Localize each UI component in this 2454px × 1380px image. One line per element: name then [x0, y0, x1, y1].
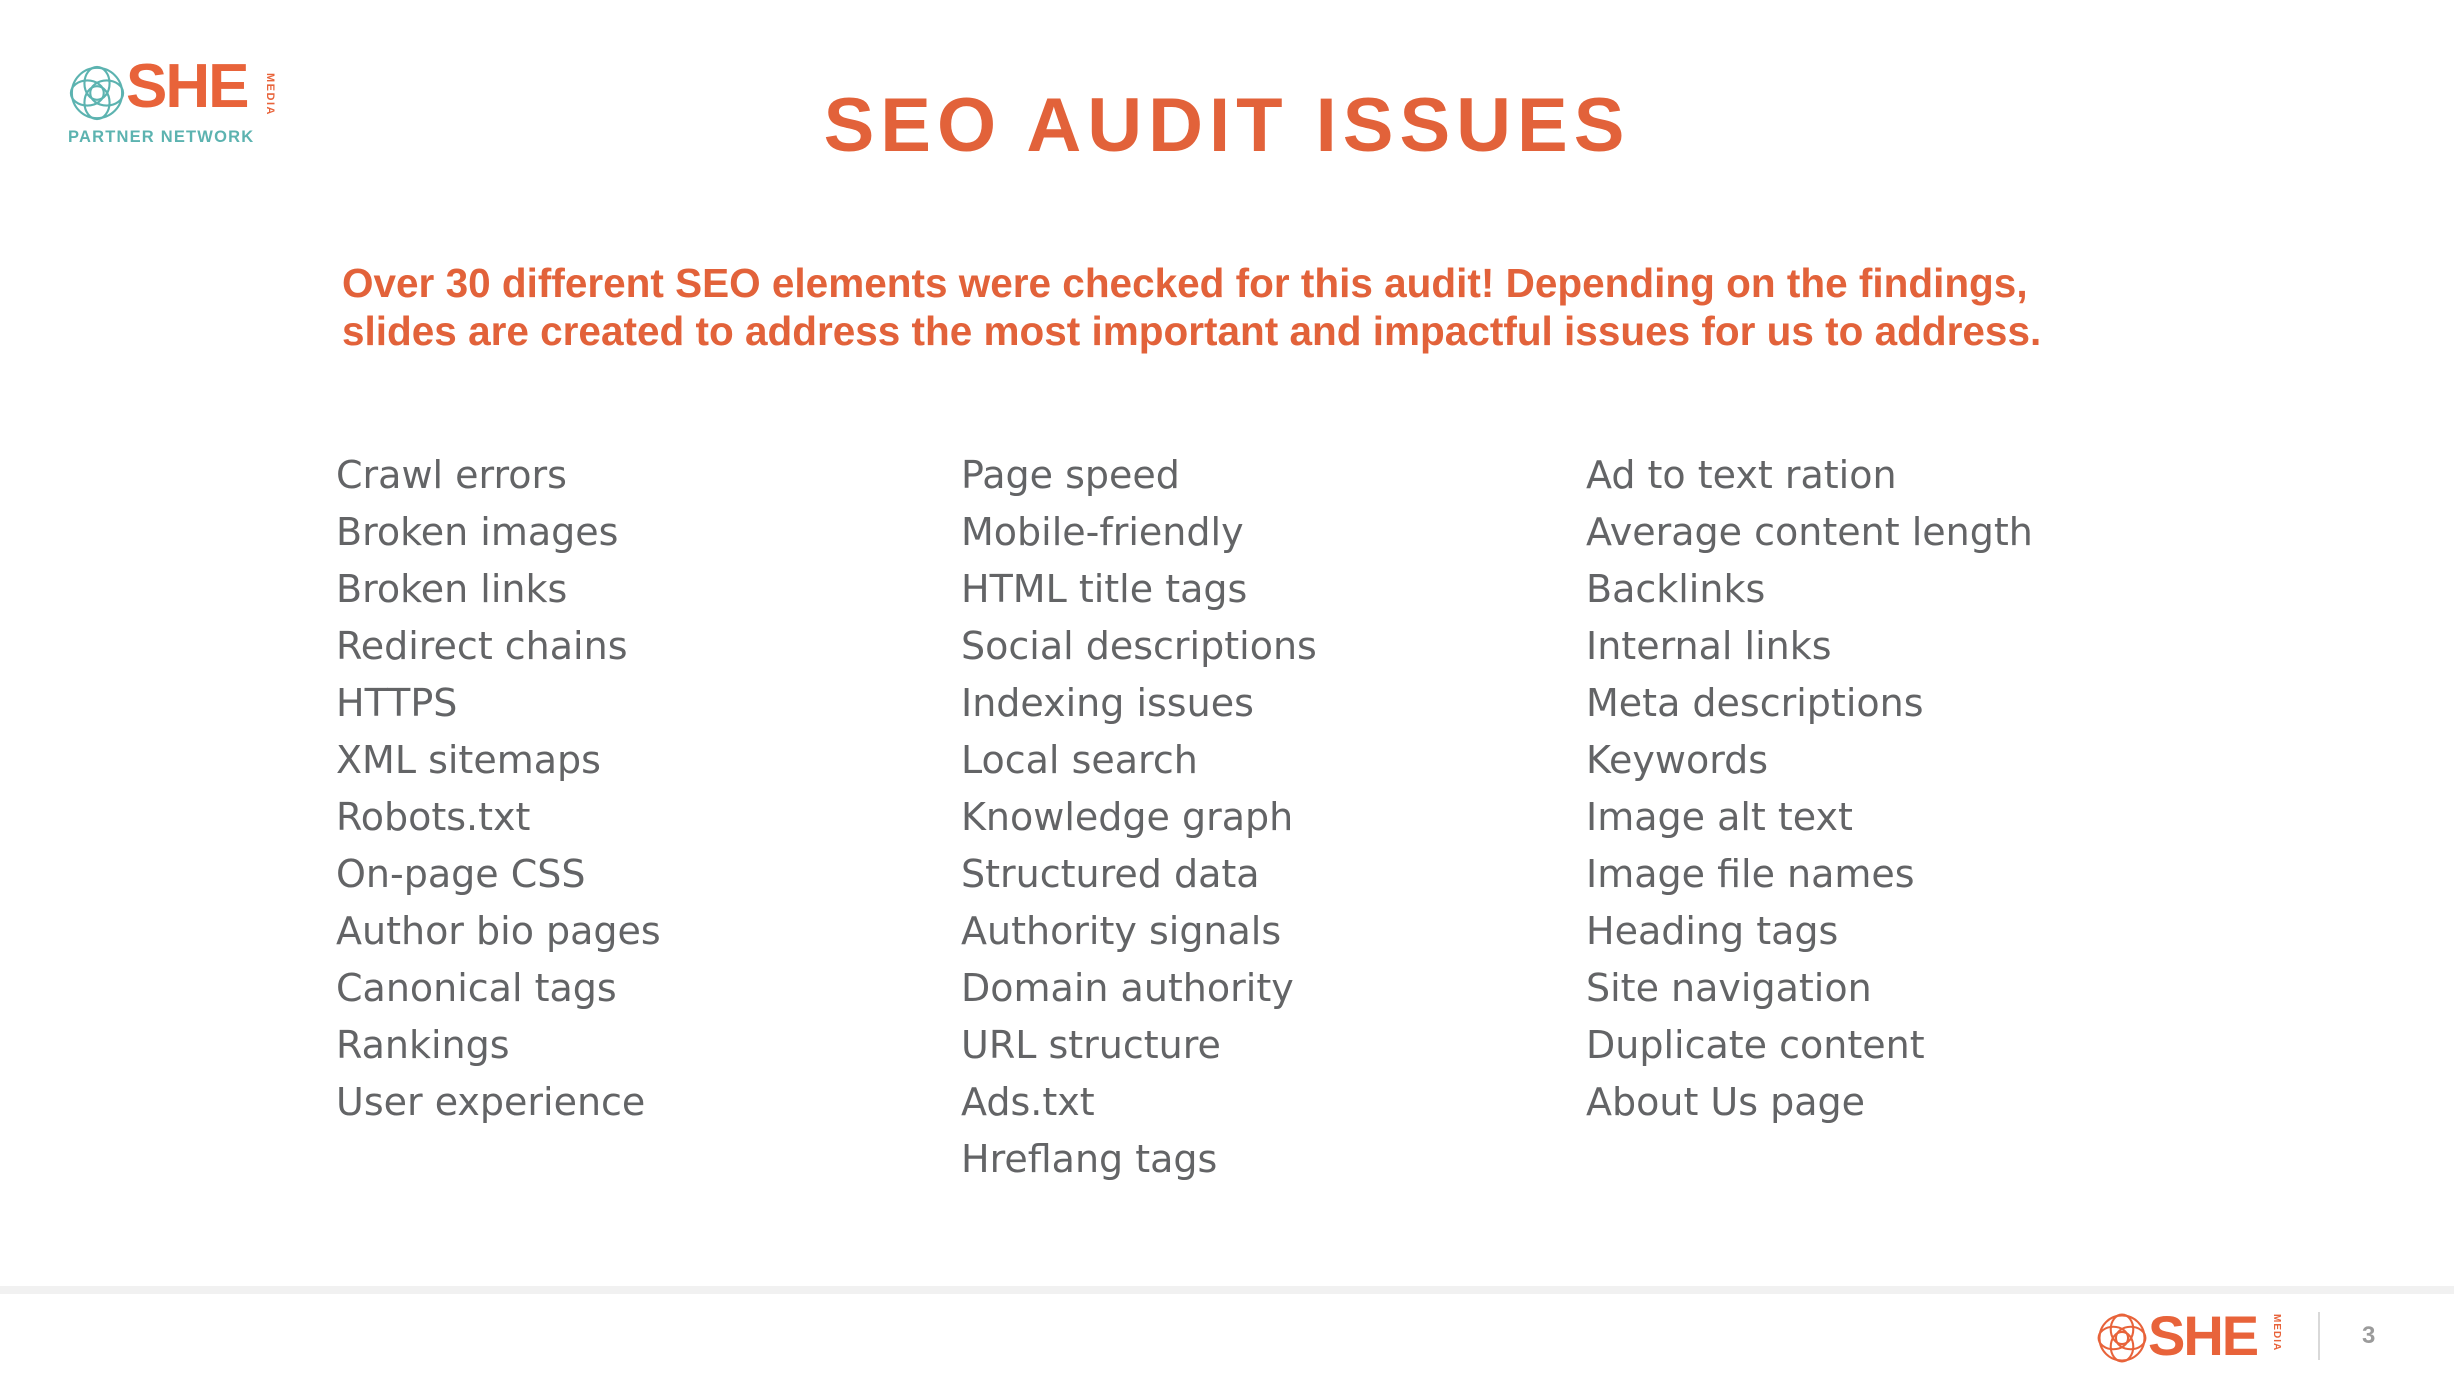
- list-item: Canonical tags: [336, 966, 617, 1010]
- list-item: Image alt text: [1586, 795, 1853, 839]
- issues-column-1: [336, 447, 661, 1131]
- list-item: Meta descriptions: [1586, 681, 1924, 725]
- list-item: Authority signals: [961, 909, 1282, 953]
- list-item: About Us page: [1586, 1080, 1866, 1124]
- page-number: 3: [2362, 1322, 2376, 1349]
- list-item: Redirect chains: [336, 624, 628, 668]
- list-item: On-page CSS: [336, 852, 586, 896]
- list-item: Robots.txt: [336, 795, 531, 839]
- list-item: Knowledge graph: [961, 795, 1294, 839]
- she-media-footer-logo: [2096, 1304, 2296, 1367]
- list-item: Rankings: [336, 1023, 510, 1067]
- page-number-divider: [2318, 1312, 2320, 1360]
- intro-text: [342, 259, 2242, 355]
- list-item: Ad to text ration: [1586, 453, 1897, 497]
- list-item: Average content length: [1586, 510, 2033, 554]
- list-item: XML sitemaps: [336, 738, 601, 782]
- list-item: Ads.txt: [961, 1080, 1095, 1124]
- list-item: Backlinks: [1586, 567, 1766, 611]
- list-item: Domain authority: [961, 966, 1294, 1010]
- logo-brand-text: SHE: [126, 52, 248, 121]
- footer-logo-brand-text: SHE: [2148, 1304, 2258, 1367]
- list-item: User experience: [336, 1080, 646, 1124]
- list-item: Site navigation: [1586, 966, 1872, 1010]
- list-item: Broken links: [336, 567, 568, 611]
- list-item: Duplicate content: [1586, 1023, 1925, 1067]
- list-item: Author bio pages: [336, 909, 661, 953]
- list-item: HTTPS: [336, 681, 458, 725]
- list-item: Local search: [961, 738, 1198, 782]
- list-item: Crawl errors: [336, 453, 567, 497]
- logo-media-text: MEDIA: [264, 72, 276, 116]
- list-item: HTML title tags: [961, 567, 1248, 611]
- list-item: Internal links: [1586, 624, 1832, 668]
- footer-divider: [0, 1286, 2454, 1294]
- list-item: Indexing issues: [961, 681, 1254, 725]
- list-item: Social descriptions: [961, 624, 1317, 668]
- list-item: Structured data: [961, 852, 1260, 896]
- issues-column-3: [1586, 447, 2033, 1131]
- issues-column-2: [961, 447, 1317, 1188]
- list-item: Mobile-friendly: [961, 510, 1244, 554]
- slide-title: SEO AUDIT ISSUES: [823, 83, 1631, 168]
- list-item: Heading tags: [1586, 909, 1839, 953]
- intro-line-2: slides are created to address the most important and impactful issues for us to address.: [342, 308, 2042, 354]
- footer-logo-media-text: MEDIA: [2271, 1314, 2282, 1352]
- she-flower-icon: [2096, 1312, 2148, 1364]
- list-item: Image file names: [1586, 852, 1915, 896]
- list-item: Keywords: [1586, 738, 1769, 782]
- logo-tagline: PARTNER NETWORK: [68, 128, 255, 146]
- list-item: Broken images: [336, 510, 619, 554]
- list-item: Hreflang tags: [961, 1137, 1218, 1181]
- list-item: Page speed: [961, 453, 1180, 497]
- list-item: URL structure: [961, 1023, 1221, 1067]
- intro-line-1: Over 30 different SEO elements were checked for this audit! Depending on the findings,: [342, 260, 2028, 306]
